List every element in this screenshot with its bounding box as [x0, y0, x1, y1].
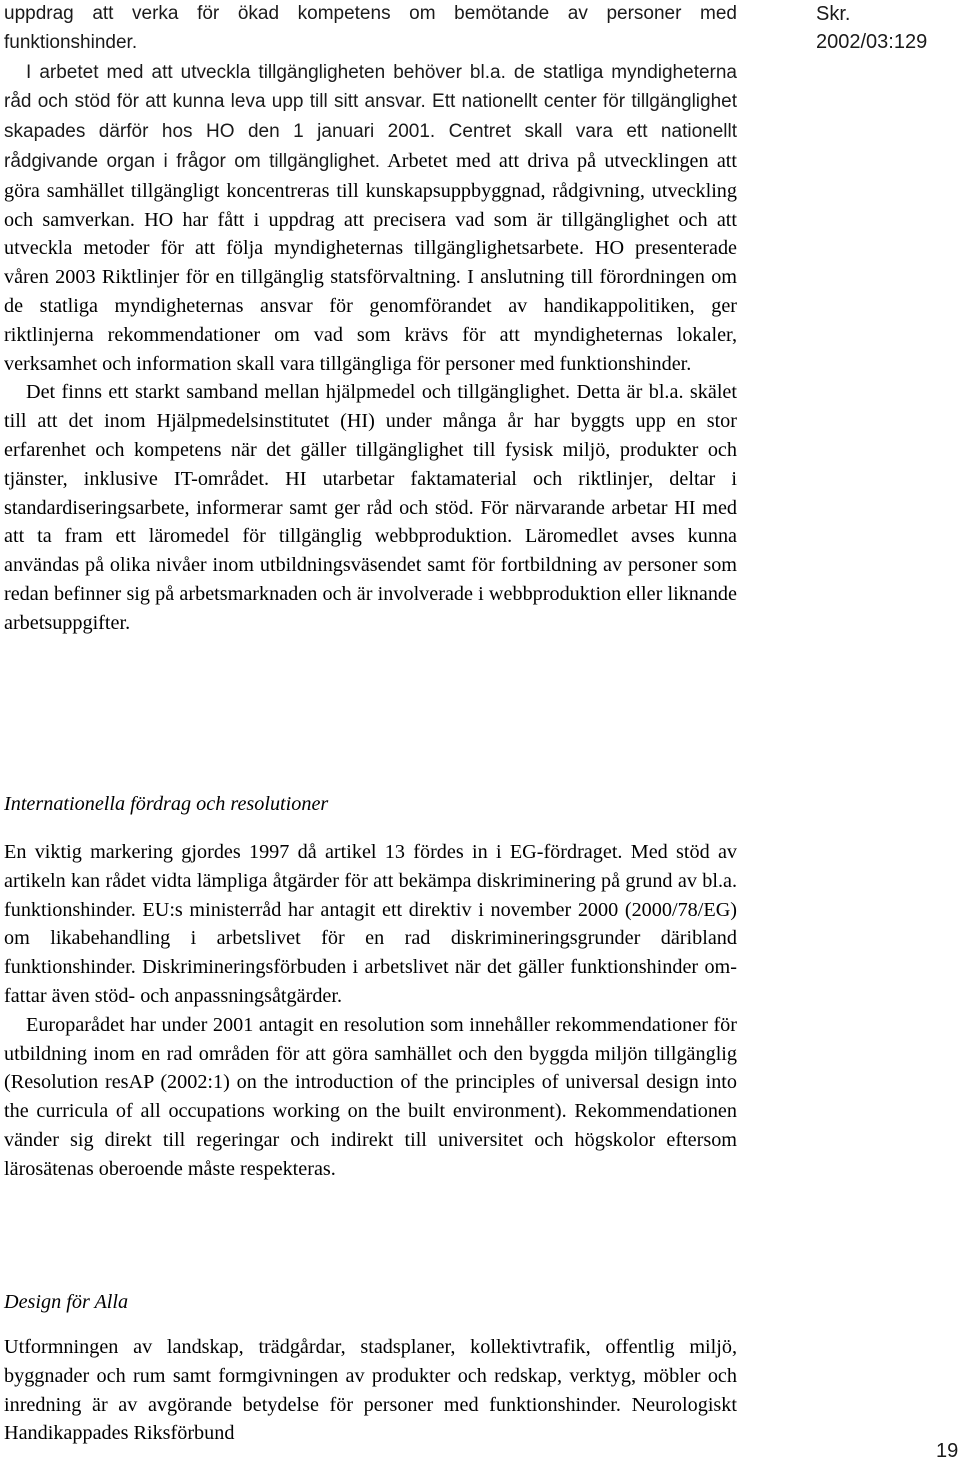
paragraph: Det finns ett starkt samband mellan hjälpmedel och tillgänglighet. Detta är bl.a. skälet till att det inom Hjälpmedelsinstitutet (HI) under många år har byggts upp en stor erfarenhet och kompetens när det gäller tillgänglighet till fysisk miljö, produkter och tjänster, inklusive IT-området. HI utarbetar faktamaterial och riktlinjer, deltar i standardiseringsarbete, informerar samt ger råd och stöd. För närvarande arbetar HI med att ta fram ett läromedel för tillgänglig webbproduktion. Läromedlet avses kunna användas på olika nivåer inom utbildningsväsendet samt för fortbildning av personer som redan befinner sig på arbetsmarknaden och är involverade i webbproduktion eller liknande arbetsuppgifter. — [4, 381, 737, 634]
section-2-body — [4, 838, 737, 1184]
paragraph-sans-part: I arbetet med att utveckla tillgängligheten behöver bl.a. de statliga myndigheterna råd och stöd för att kunna leva upp till sitt ansvar. Ett nationellt center för tillgänglighet skapades därför hos HO den 1 januari 2001. Centret skall vara ett nationellt rådgivande organ i frågor om tillgänglighet. — [4, 61, 737, 172]
page-number: 19 — [936, 1440, 959, 1462]
paragraph: Europarådet har under 2001 antagit en resolution som innehåller rekommendationer för utbildning inom en rad områden för att göra samhället och den byggda miljön tillgänglig (Resolution resAP (2002:1) on the introduction of the principles of universal design into the curricula of all occupations working on the built environment). Rekommendationen vänder sig direkt till regeringar och indirekt till universitet och högskolor eftersom lärosätenas oberoende måste respekteras. — [4, 1013, 737, 1180]
paragraph — [4, 58, 737, 379]
section-heading: Internationella fördrag och resolutioner — [4, 793, 329, 815]
paragraph: Utformningen av landskap, trädgårdar, stadsplaner, kollektivtrafik, offentlig miljö, byggnader och rum samt formgivningen av produkter och redskap, verktyg, möbler och inredning är av avgörande betydelse för personer med funktionshinder. Neurologiskt Handikappades Riksförbund — [4, 1336, 737, 1445]
paragraph-serif-part: Arbetet med att driva på utvecklingen att göra samhället tillgängligt koncentreras till kunskapsuppbyggnad, rådgivning, utveckling och samverkan. HO har fått i uppdrag att precisera vad som är tillgänglighet och att utveckla metoder för att följa myndigheternas tillgänglighetsarbete. HO presenterade våren 2003 Riktlinjer för en tillgänglig statsförvaltning. I anslutning till förordningen om de statliga myndigheternas ansvar för genomförandet av handikappolitiken, ger riktlinjerna rekommendationer om vad som krävs för att myndigheternas lokaler, verksamhet och information skall vara tillgängliga för personer med funktionshinder. — [4, 149, 737, 375]
section-heading: Design för Alla — [4, 1291, 129, 1313]
paragraph: uppdrag att verka för ökad kompetens om bemötande av personer med funktionshinder. — [4, 3, 737, 53]
paragraph: En viktig markering gjordes 1997 då artikel 13 fördes in i EG-fördraget. Med stöd av artikeln kan rådet vidta lämpliga åtgärder för att bekämpa diskriminering på grund av bl.a. funktionshinder. EU:s ministerråd har antagit ett direktiv i november 2000 (2000/78/EG) om likabehandling i arbetslivet för en rad diskrimineringsgrunder däribland funktionshinder. Diskrimineringsförbuden i arbetslivet när det gäller funktionshinder omfattar även stöd- och anpassningsåtgärder. — [4, 841, 737, 1007]
section-3-body — [4, 1333, 737, 1448]
section-1-body — [4, 0, 737, 638]
document-reference: Skr. 2002/03:129 — [816, 3, 928, 53]
